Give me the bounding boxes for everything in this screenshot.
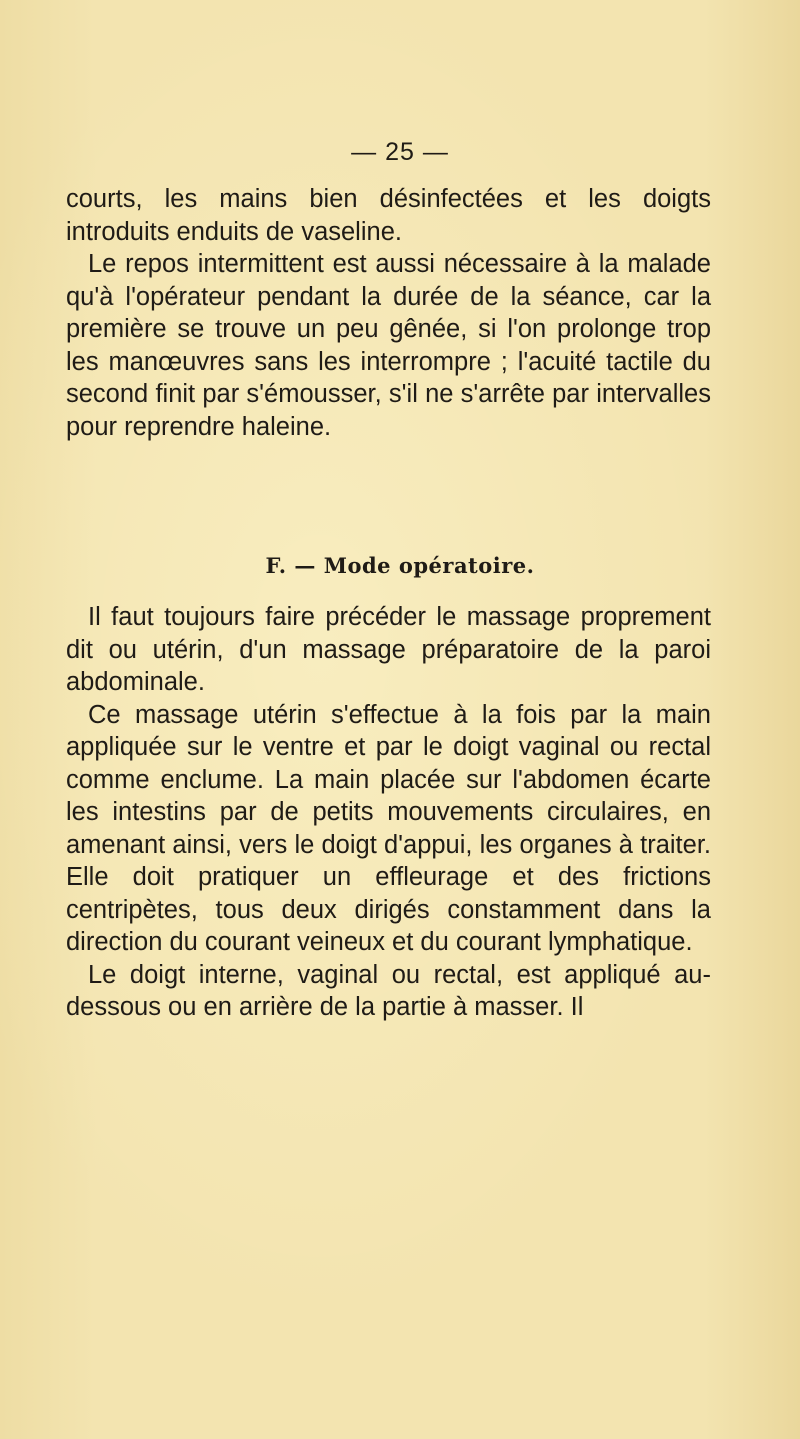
page-number: — 25 — (351, 138, 449, 166)
paragraph: Il faut toujours faire précéder le massage proprement dit ou utérin, d'un massage préparatoire de la paroi abdominale. (66, 603, 711, 696)
text-block-top (66, 183, 711, 443)
paragraph: Le doigt interne, vaginal ou rectal, est appliqué au-dessous ou en arrière de la partie à masser. Il (66, 960, 711, 1021)
paragraph: Ce massage utérin s'effectue à la fois par la main appliquée sur le ventre et par le doigt vaginal ou rectal comme enclume. La main placée sur l'abdomen écarte les intestins par de petits mouvements circulaires, en amenant ainsi, vers le doigt d'appui, les organes à traiter. Elle doit pratiquer un effleurage et des frictions centripètes, tous deux dirigés constamment dans la direction du courant veineux et du courant lymphatique. (66, 700, 711, 956)
paragraph: Le repos intermittent est aussi nécessaire à la malade qu'à l'opérateur pendant la durée de la séance, car la première se trouve un peu gênée, si l'on prolonge trop les manœuvres sans les interrompre ; l'acuité tactile du second finit par s'émousser, s'il ne s'arrête par intervalles pour reprendre haleine. (66, 250, 711, 441)
paragraph: courts, les mains bien désinfectées et les doigts introduits enduits de vaseline. (66, 185, 711, 246)
section-heading: F. — Mode opératoire. (265, 553, 535, 578)
text-block-bottom (66, 601, 711, 1024)
